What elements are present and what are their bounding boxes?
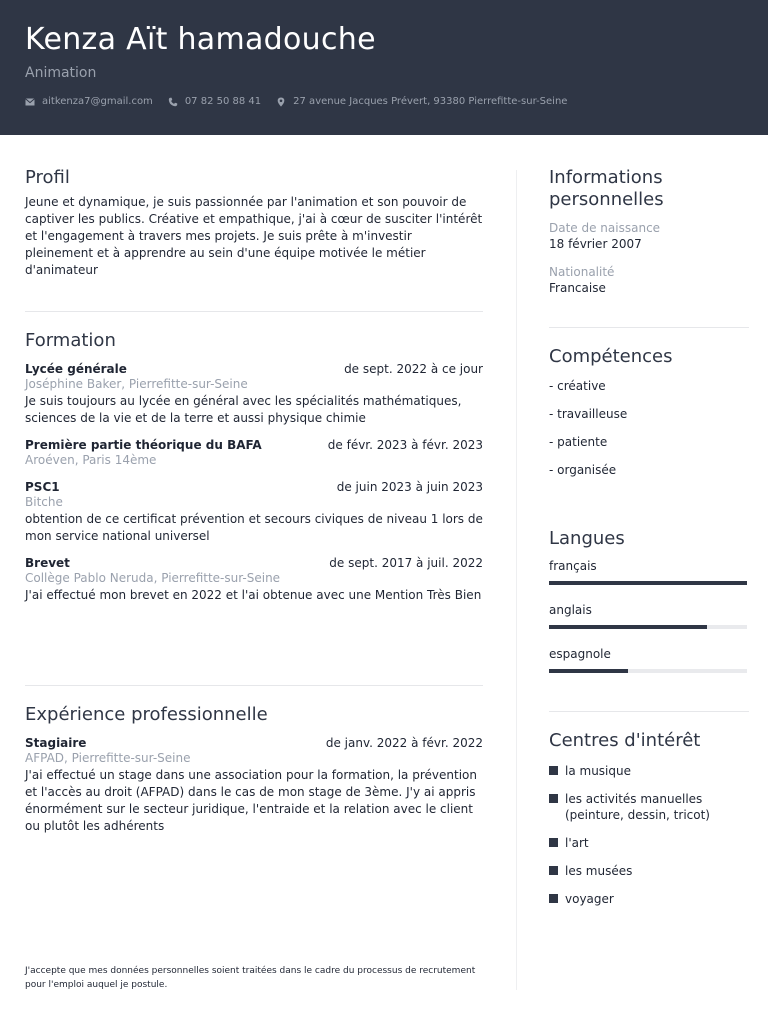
birth-date-label: Date de naissance	[549, 221, 661, 235]
interest-item	[549, 791, 749, 823]
nationality-label: Nationalité	[549, 265, 615, 279]
language-level-fill	[549, 669, 628, 673]
interests-heading: Centres d'intérêt	[549, 730, 701, 751]
language-name: français	[549, 559, 597, 573]
section-divider	[25, 311, 483, 312]
formation-section	[25, 330, 483, 685]
entry-place: Bitche	[25, 495, 63, 509]
experience-heading: Expérience professionnelle	[25, 704, 268, 725]
interest-item	[549, 835, 749, 851]
formation-entry	[25, 556, 483, 604]
entry-place: Aroéven, Paris 14ème	[25, 453, 157, 467]
skills-heading: Compétences	[549, 346, 673, 367]
entry-description: J'ai effectué un stage dans une association pour la formation, la prévention et l'accès au droit (AFPAD) dans le cas de mon stage de 3ème. J'y ai appris énormément sur le secteur juridique, l'entraide et la relation avec le client ou plutôt les adhérents	[25, 768, 477, 833]
birth-date-value: 18 février 2007	[549, 237, 642, 251]
header-banner	[0, 0, 768, 135]
section-divider	[549, 711, 749, 712]
interest-item	[549, 863, 749, 879]
personal-info-heading-line: personnelles	[549, 189, 664, 210]
formation-entry	[25, 362, 483, 427]
profile-section	[25, 167, 483, 311]
entry-date: de juin 2023 à juin 2023	[336, 480, 483, 494]
personal-info-section	[549, 167, 749, 327]
entry-date: de févr. 2023 à févr. 2023	[327, 438, 483, 452]
language-level-fill	[549, 581, 747, 585]
formation-heading: Formation	[25, 330, 116, 351]
entry-title: Brevet	[25, 556, 70, 570]
formation-entry	[25, 480, 483, 545]
bullet-square-icon	[549, 866, 558, 875]
skill-item: - organisée	[549, 463, 617, 477]
entry-place: Joséphine Baker, Pierrefitte-sur-Seine	[25, 377, 248, 391]
bullet-square-icon	[549, 838, 558, 847]
column-divider	[516, 170, 517, 990]
bullet-square-icon	[549, 766, 558, 775]
phone-icon	[168, 97, 178, 107]
entry-description: J'ai effectué mon brevet en 2022 et l'ai obtenue avec une Mention Très Bien	[25, 588, 482, 602]
interest-item	[549, 891, 749, 907]
entry-title: Lycée générale	[25, 362, 127, 376]
skill-item: - travailleuse	[549, 407, 628, 421]
personal-info-heading	[549, 167, 749, 211]
contact-phone[interactable]	[168, 96, 261, 107]
entry-description: obtention de ce certificat prévention et secours civiques de niveau 1 lors de mon service national universel	[25, 512, 483, 543]
formation-entry	[25, 438, 483, 469]
bullet-square-icon	[549, 794, 558, 803]
interest-label: les musées	[565, 864, 633, 878]
contact-address	[276, 96, 567, 107]
languages-section	[549, 528, 749, 711]
skills-section	[549, 346, 749, 528]
experience-entry	[25, 736, 483, 835]
interest-label: les activités manuelles (peinture, dessin, tricot)	[565, 792, 710, 822]
job-title: Animation	[25, 65, 97, 81]
contact-bar	[25, 96, 582, 107]
interest-item	[549, 763, 749, 779]
email-text: aitkenza7@gmail.com	[42, 96, 153, 107]
entry-title: Première partie théorique du BAFA	[25, 438, 262, 452]
language-level-bar	[549, 625, 747, 629]
language-name: anglais	[549, 603, 592, 617]
profile-heading: Profil	[25, 167, 70, 188]
language-name: espagnole	[549, 647, 611, 661]
address-text: 27 avenue Jacques Prévert, 93380 Pierrefitte-sur-Seine	[293, 96, 568, 107]
entry-place: AFPAD, Pierrefitte-sur-Seine	[25, 751, 191, 765]
side-column	[549, 155, 749, 907]
experience-section	[25, 704, 483, 835]
entry-date: de janv. 2022 à févr. 2022	[325, 736, 483, 750]
profile-text: Jeune et dynamique, je suis passionnée par l'animation et son pouvoir de captiver les publics. Créative et empathique, j'ai à cœur de susciter l'intérêt et l'engagement à travers mes projets. Je suis prête à m'investir pleinement et à apprendre au sein d'une équipe motivée le métier d'animateur	[25, 195, 483, 277]
skill-item: - créative	[549, 379, 606, 393]
language-level-fill	[549, 625, 707, 629]
languages-heading: Langues	[549, 528, 625, 549]
envelope-icon	[25, 97, 35, 107]
main-column	[25, 155, 483, 835]
interest-label: l'art	[565, 836, 589, 850]
section-divider	[25, 685, 483, 686]
language-level-bar	[549, 669, 747, 673]
language-level-bar	[549, 581, 747, 585]
entry-date: de sept. 2022 à ce jour	[344, 362, 483, 376]
contact-email[interactable]	[25, 96, 153, 107]
entry-title: PSC1	[25, 480, 60, 494]
interests-section	[549, 730, 749, 907]
interest-label: la musique	[565, 764, 631, 778]
bullet-square-icon	[549, 894, 558, 903]
gdpr-consent-note: J'accepte que mes données personnelles soient traitées dans le cadre du processus de recrutement pour l'emploi auquel je postule.	[25, 966, 476, 990]
entry-date: de sept. 2017 à juil. 2022	[329, 556, 483, 570]
section-divider	[549, 327, 749, 328]
interest-label: voyager	[565, 892, 614, 906]
entry-description: Je suis toujours au lycée en général avec les spécialités mathématiques, sciences de la vie et de la terre et aussi physique chimie	[25, 394, 462, 425]
phone-text: 07 82 50 88 41	[184, 96, 262, 107]
entry-title: Stagiaire	[25, 736, 87, 750]
personal-info-heading-line: Informations	[549, 167, 663, 188]
location-pin-icon	[276, 97, 286, 107]
candidate-name: Kenza Aït hamadouche	[25, 22, 376, 57]
nationality-value: Francaise	[549, 281, 606, 295]
skill-item: - patiente	[549, 435, 608, 449]
entry-place: Collège Pablo Neruda, Pierrefitte-sur-Seine	[25, 571, 281, 585]
